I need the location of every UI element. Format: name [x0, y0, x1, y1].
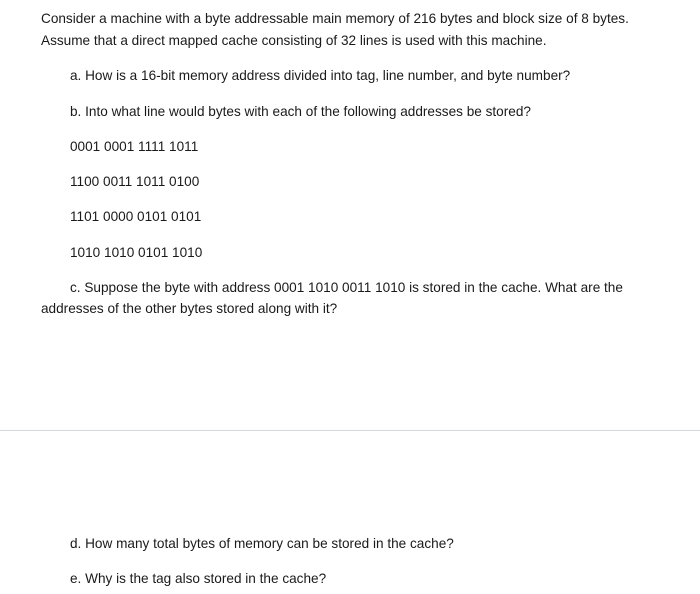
- address-4: 1010 1010 0101 1010: [70, 245, 203, 260]
- question-d: d. How many total bytes of memory can be stored in the cache?: [70, 536, 454, 551]
- intro-line-1: Consider a machine with a byte addressable main memory of 216 bytes and block size of 8 bytes.: [41, 11, 629, 26]
- question-e: e. Why is the tag also stored in the cache?: [70, 571, 327, 586]
- question-c-line-2: addresses of the other bytes stored along with it?: [41, 301, 338, 316]
- question-b: b. Into what line would bytes with each of the following addresses be stored?: [70, 104, 531, 119]
- address-2: 1100 0011 1011 0100: [70, 174, 200, 189]
- address-1: 0001 0001 1111 1011: [70, 139, 199, 154]
- question-c-line-1: c. Suppose the byte with address 0001 1010 0011 1010 is stored in the cache. What are the: [70, 280, 623, 295]
- address-3: 1101 0000 0101 0101: [70, 209, 202, 224]
- question-a: a. How is a 16-bit memory address divided into tag, line number, and byte number?: [70, 68, 571, 83]
- intro-line-2: Assume that a direct mapped cache consisting of 32 lines is used with this machine.: [41, 33, 547, 48]
- page-divider: [0, 430, 700, 431]
